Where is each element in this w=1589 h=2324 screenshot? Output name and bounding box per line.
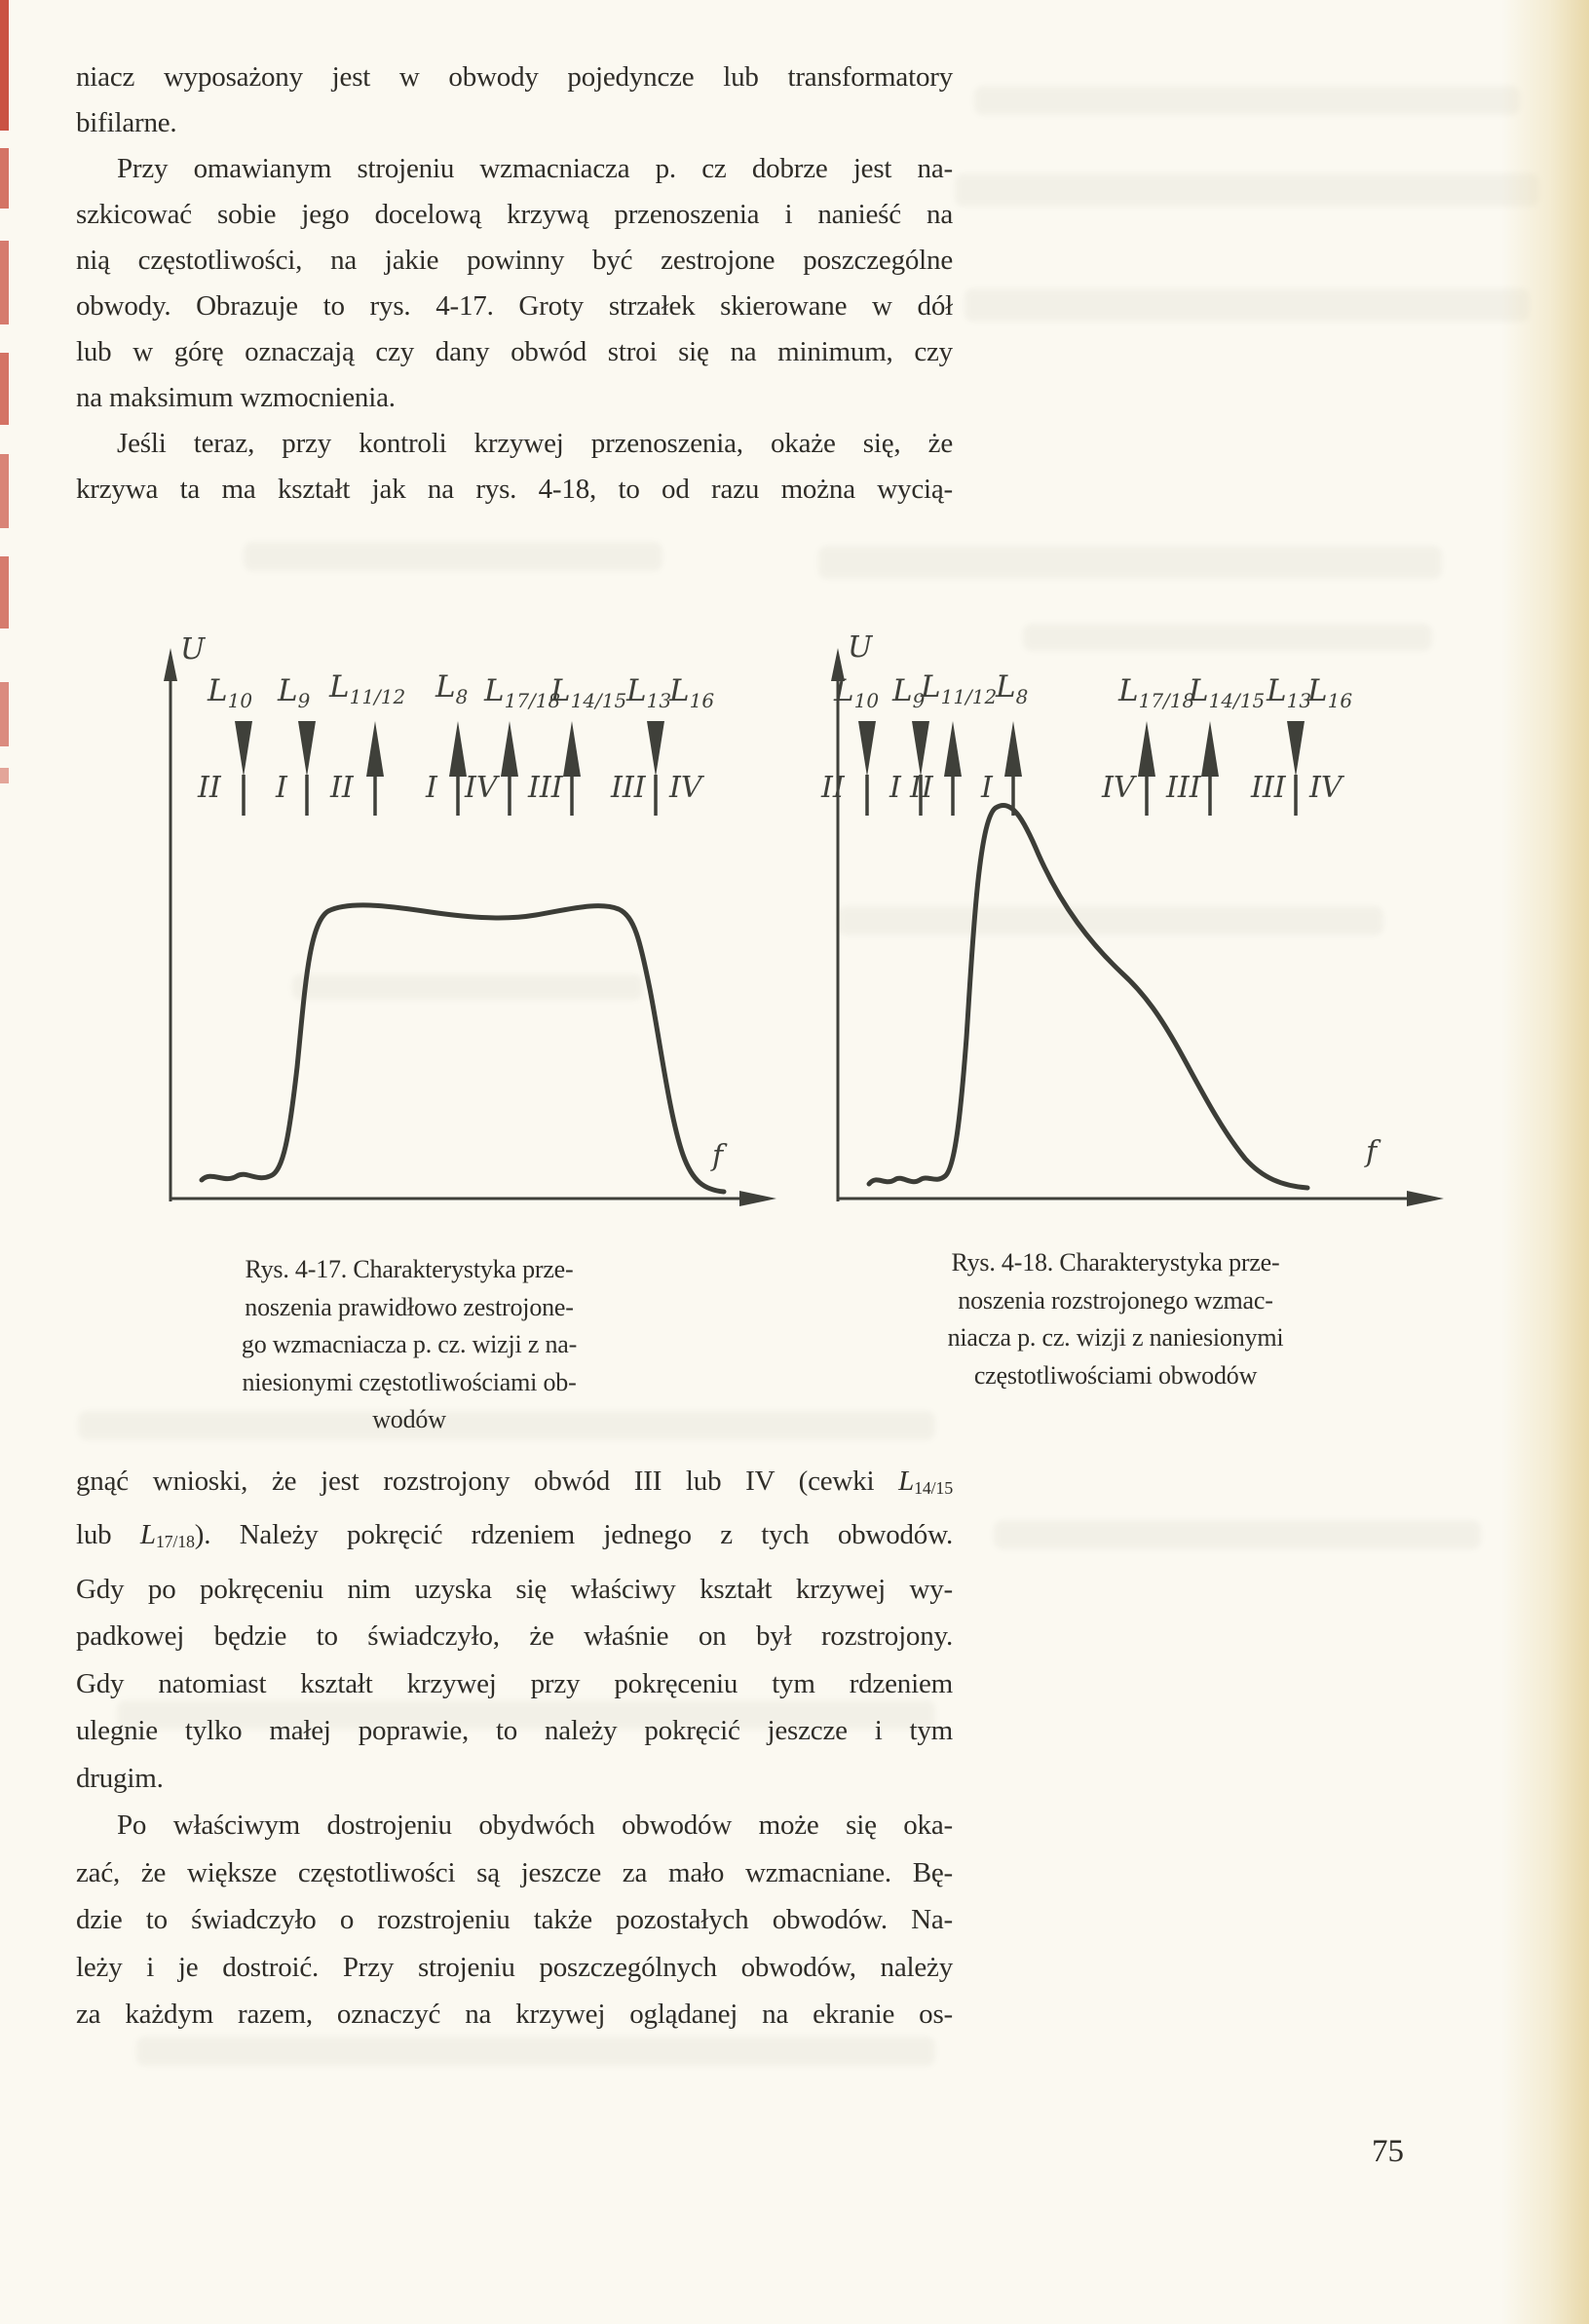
scan-edge-mark	[0, 353, 9, 425]
text-line: leży i je dostroić. Przy strojeniu poszczególnych obwodów, należy	[76, 1951, 953, 1983]
coil-label	[208, 673, 252, 712]
text-line: krzywa ta ma kształt jak na rys. 4-18, to od razu można wycią-	[76, 474, 953, 505]
scan-edge-mark	[0, 454, 9, 528]
circuit-numeral: III	[1251, 771, 1286, 805]
tuning-arrow-up	[501, 721, 518, 816]
coil-subscript: 14/15	[1208, 689, 1266, 712]
circuit-numeral: IV	[465, 771, 498, 805]
coil-label	[1307, 673, 1352, 712]
scan-edge-mark	[0, 768, 9, 783]
text-line: nią częstotliwości, na jakie powinny być zestrojone poszczególne	[76, 245, 953, 276]
circuit-numeral: IV	[1309, 771, 1343, 805]
coil-subscript: 17/18	[1138, 689, 1195, 712]
circuit-numeral: II	[198, 771, 221, 805]
text-line: Rys. 4-17. Charakterystyka prze-	[245, 1255, 574, 1283]
text-line: ulegnie tylko małej poprawie, to należy pokręcić jeszcze i tym	[76, 1715, 953, 1747]
coil-subscript: 14/15	[570, 689, 627, 712]
coil-symbol: L	[892, 673, 913, 708]
circuit-numeral: II	[821, 771, 845, 805]
tuning-arrow-up	[366, 721, 384, 816]
coil-symbol: L	[1118, 673, 1139, 708]
circuit-numeral: II	[910, 771, 933, 805]
scan-edge-mark	[0, 241, 9, 324]
text-line: padkowej będzie to świadczyło, że właśnie on był rozstrojony.	[76, 1620, 953, 1653]
text-line: obwody. Obrazuje to rys. 4-17. Groty strzałek skierowane w dół	[76, 290, 953, 322]
paragraph	[76, 146, 953, 421]
y-axis-label: U	[848, 630, 873, 665]
coil-symbol: L	[435, 669, 456, 705]
circuit-numeral: I	[981, 771, 993, 805]
x-axis-label: f	[712, 1139, 724, 1173]
bleed-through-artifact	[818, 546, 1442, 579]
text-line: niacz wyposażony jest w obwody pojedyncze lub transformatory	[76, 61, 953, 93]
coil-subscript: 9	[912, 689, 926, 712]
bleed-through-artifact	[955, 173, 1539, 207]
coil-subscript: 17/18	[504, 689, 561, 712]
coil-symbol: L	[550, 673, 571, 708]
tuning-arrow-down	[235, 721, 252, 816]
circuit-numeral: II	[330, 771, 354, 805]
text-line: noszenia prawidłowo zestrojone-	[245, 1292, 574, 1321]
circuit-numeral: III	[611, 771, 646, 805]
coil-symbol: L	[1307, 673, 1328, 708]
coil-subscript: 16	[689, 689, 715, 712]
paragraph	[76, 55, 953, 146]
tuning-arrow-up	[563, 721, 581, 816]
x-axis-arrowhead	[1407, 1191, 1444, 1206]
text-line: zać, że większe częstotliwości są jeszcze za mało wzmacniane. Bę-	[76, 1856, 953, 1888]
coil-symbol: L	[921, 669, 941, 705]
coil-symbol: L	[669, 673, 690, 708]
coil-subscript: 8	[455, 685, 469, 708]
coil-subscript: 11/12	[349, 685, 406, 708]
circuit-numeral: III	[1166, 771, 1201, 805]
bleed-through-artifact	[974, 86, 1520, 115]
figure-4-18	[779, 629, 1481, 1252]
coil-symbol: L	[484, 673, 505, 708]
tuning-arrow-down	[647, 721, 664, 816]
coil-label	[329, 669, 405, 708]
text-line: szkicować sobie jego docelową krzywą przenoszenia i nanieść na	[76, 199, 953, 230]
text-line: na maksimum wzmocnienia.	[76, 382, 396, 413]
coil-subscript: 10	[227, 689, 253, 712]
paragraph	[76, 421, 953, 513]
text-line: Rys. 4-18. Charakterystyka prze-	[951, 1248, 1280, 1276]
page-edge-shadow	[1501, 0, 1589, 2324]
y-axis-arrowhead	[164, 648, 177, 681]
text-line: gnąć wnioski, że jest rozstrojony obwód III lub IV (cewki $L_{14/15}$	[76, 1466, 953, 1498]
text-line: Gdy po pokręceniu nim uzyska się właściwy kształt krzywej wy-	[76, 1573, 953, 1605]
coil-label	[1267, 673, 1311, 712]
text-line: bifilarne.	[76, 107, 177, 138]
tuning-arrow-up	[1004, 721, 1022, 816]
page-number: 75	[1372, 2134, 1404, 2169]
text-line: niesionymi częstotliwościami ob-	[242, 1367, 577, 1396]
tuning-arrow-down	[858, 721, 876, 816]
coil-label	[996, 669, 1028, 708]
bleed-through-artifact	[136, 2037, 935, 2066]
text-line: wodów	[372, 1405, 446, 1433]
tuning-arrow-up	[944, 721, 962, 816]
coil-label	[669, 673, 714, 712]
text-block-lower	[76, 1458, 953, 2038]
text-line: dzie to świadczyło o rozstrojeniu także pozostałych obwodów. Na-	[76, 1904, 953, 1936]
text-line: lub w górę oznaczają czy dany obwód stroi się na minimum, czy	[76, 336, 953, 367]
coil-subscript: 13	[1286, 689, 1312, 712]
tuning-arrow-up	[1201, 721, 1219, 816]
coil-label	[626, 673, 671, 712]
coil-subscript: 9	[297, 689, 311, 712]
paragraph	[76, 1458, 953, 1802]
scan-edge-mark	[0, 148, 9, 209]
coil-symbol: L	[626, 673, 647, 708]
coil-label	[484, 673, 560, 712]
bleed-through-artifact	[965, 288, 1530, 322]
text-line: niacza p. cz. wizji z naniesionymi	[947, 1323, 1284, 1352]
coil-label	[1118, 673, 1194, 712]
coil-subscript: 8	[1015, 685, 1029, 708]
x-axis-arrowhead	[739, 1191, 776, 1206]
coil-symbol: L	[329, 669, 350, 705]
coil-subscript: 11/12	[940, 685, 998, 708]
text-line: Po właściwym dostrojeniu obydwóch obwodów może się oka-	[117, 1810, 953, 1842]
coil-subscript: 13	[646, 689, 672, 712]
text-line: częstotliwościami obwodów	[973, 1360, 1258, 1390]
coil-subscript: 16	[1327, 689, 1353, 712]
coil-symbol: L	[278, 673, 298, 708]
circuit-numeral: IV	[669, 771, 702, 805]
coil-label	[1189, 673, 1265, 712]
scan-edge-mark	[0, 0, 9, 131]
coil-subscript: 10	[853, 689, 880, 712]
text-line: Przy omawianym strojeniu wzmacniacza p. cz dobrze jest na-	[117, 153, 953, 184]
coil-label	[278, 673, 310, 712]
circuit-numeral: IV	[1102, 771, 1135, 805]
circuit-numeral: I	[276, 771, 287, 805]
figure-4-17-caption	[97, 1251, 721, 1439]
circuit-numeral: I	[426, 771, 437, 805]
coil-label	[550, 673, 626, 712]
circuit-numeral: III	[528, 771, 563, 805]
x-axis-label: f	[1366, 1135, 1378, 1169]
scan-edge-mark	[0, 556, 9, 629]
tuning-arrow-down	[1287, 721, 1305, 816]
bleed-through-artifact	[244, 542, 662, 571]
text-line: Gdy natomiast kształt krzywej przy pokręceniu tym rdzeniem	[76, 1667, 953, 1699]
text-line: za każdym razem, oznaczyć na krzywej oglądanej na ekranie os-	[76, 1999, 953, 2031]
text-block-upper	[76, 55, 953, 513]
text-line: lub $L_{17/18}$). Należy pokręcić rdzeniem jednego z tych obwodów.	[76, 1519, 954, 1552]
scan-edge-mark	[0, 682, 9, 746]
coil-label	[435, 669, 468, 708]
figure-4-17-plot	[93, 629, 794, 1252]
text-line: go wzmacniacza p. cz. wizji z na-	[241, 1330, 578, 1358]
circuit-numeral: I	[889, 771, 901, 805]
coil-symbol: L	[1267, 673, 1287, 708]
text-line: Jeśli teraz, przy kontroli krzywej przenoszenia, okaże się, że	[117, 428, 953, 459]
coil-symbol: L	[1189, 673, 1209, 708]
text-line: noszenia rozstrojonego wzmac-	[958, 1285, 1273, 1314]
figure-4-18-caption	[789, 1244, 1442, 1394]
bleed-through-artifact	[994, 1520, 1481, 1549]
coil-label	[834, 673, 879, 712]
coil-symbol: L	[996, 669, 1016, 705]
paragraph	[76, 1802, 953, 2038]
coil-symbol: L	[208, 673, 228, 708]
response-curve	[869, 805, 1307, 1188]
response-curve	[202, 905, 724, 1192]
coil-symbol: L	[834, 673, 854, 708]
tuning-arrow-down	[298, 721, 316, 816]
text-line: drugim.	[76, 1762, 164, 1794]
y-axis-label: U	[180, 632, 206, 667]
tuning-arrow-up	[1138, 721, 1155, 816]
figure-4-17	[93, 629, 794, 1252]
coil-label	[921, 669, 997, 708]
